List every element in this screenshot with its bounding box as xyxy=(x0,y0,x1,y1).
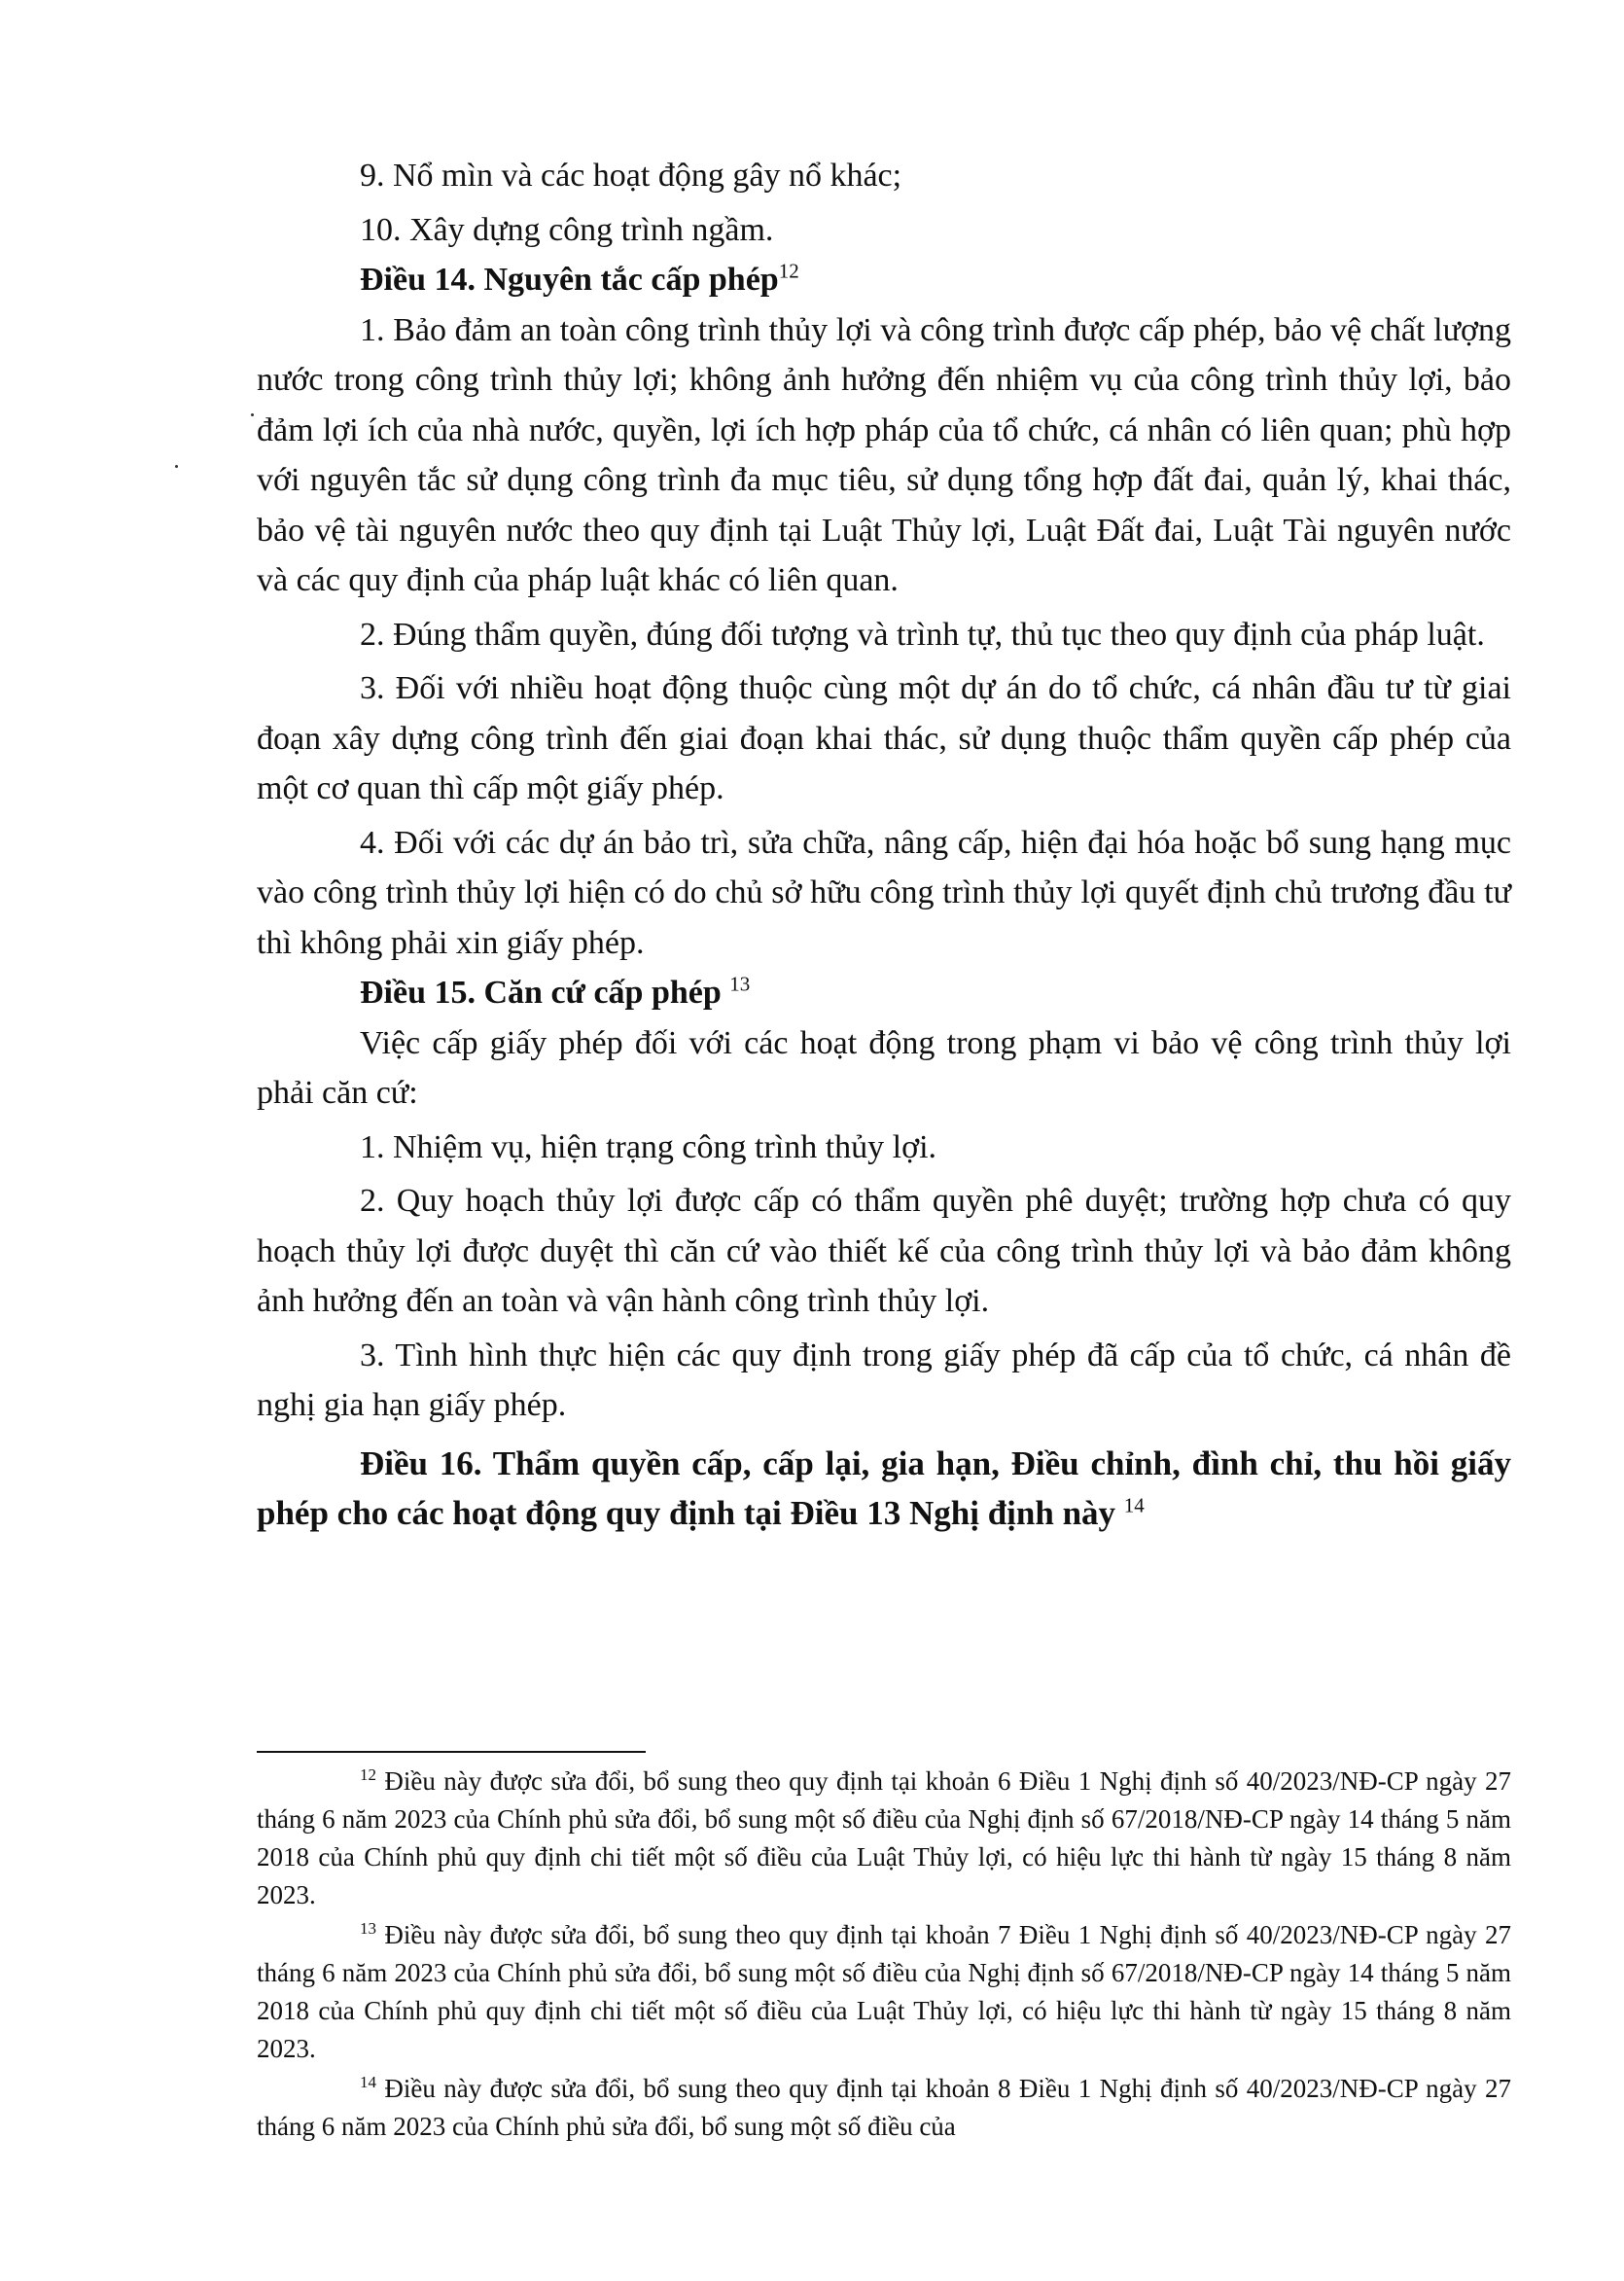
main-text xyxy=(257,151,1511,1539)
article-15-item-2: 2. Quy hoạch thủy lợi được cấp có thẩm quyền phê duyệt; trường hợp chưa có quy hoạch thủy lợi được duyệt thì căn cứ vào thiết kế của công trình thủy lợi và bảo đảm không ảnh hưởng đến an toàn và vận hành công trình thủy lợi. xyxy=(257,1183,1511,1319)
article-15-item-3: 3. Tình hình thực hiện các quy định trong giấy phép đã cấp của tổ chức, cá nhân đề nghị gia hạn giấy phép. xyxy=(257,1337,1511,1423)
article-15-heading xyxy=(257,968,1511,1018)
footnote-12-mark: 12 xyxy=(360,1765,376,1784)
footnote-14-mark: 14 xyxy=(360,2073,376,2091)
article-14-title: Điều 14. Nguyên tắc cấp phép xyxy=(360,262,779,298)
article-16-heading xyxy=(257,1439,1511,1539)
scan-speck xyxy=(251,413,254,416)
paragraph-item-10: 10. Xây dựng công trình ngầm. xyxy=(360,211,774,248)
scan-speck xyxy=(175,465,178,468)
article-14-item-2: 2. Đúng thẩm quyền, đúng đối tượng và trình tự, thủ tục theo quy định của pháp luật. xyxy=(360,616,1485,653)
article-15-title: Điều 15. Căn cứ cấp phép xyxy=(360,975,722,1011)
article-14-footnote-ref: 12 xyxy=(778,259,799,283)
footnote-divider xyxy=(257,1751,646,1753)
footnote-12 xyxy=(257,1763,1511,1914)
footnote-14 xyxy=(257,2070,1511,2146)
footnote-12-text: Điều này được sửa đổi, bổ sung theo quy định tại khoản 6 Điều 1 Nghị định số 40/2023/NĐ-CP ngày 27 tháng 6 năm 2023 của Chính phủ sửa đổi, bổ sung một số điều của Nghị định số 67/2018/NĐ-CP ngày 14 tháng 5 năm 2018 của Chính phủ quy định chi tiết một số điều của Luật Thủy lợi, có hiệu lực thi hành từ ngày 15 tháng 8 năm 2023. xyxy=(257,1766,1511,1909)
footnote-13 xyxy=(257,1916,1511,2068)
article-15-item-1: 1. Nhiệm vụ, hiện trạng công trình thủy lợi. xyxy=(360,1128,937,1165)
article-14-heading xyxy=(257,255,1511,305)
article-15-footnote-ref: 13 xyxy=(729,972,751,996)
article-14-item-1: 1. Bảo đảm an toàn công trình thủy lợi và công trình được cấp phép, bảo vệ chất lượng nước trong công trình thủy lợi; không ảnh hưởng đến nhiệm vụ của công trình thủy lợi, bảo đảm lợi ích của nhà nước, quyền, lợi ích hợp pháp của tổ chức, cá nhân có liên quan; phù hợp với nguyên tắc sử dụng công trình đa mục tiêu, sử dụng tổng hợp đất đai, quản lý, khai thác, bảo vệ tài nguyên nước theo quy định tại Luật Thủy lợi, Luật Đất đai, Luật Tài nguyên nước và các quy định của pháp luật khác có liên quan. xyxy=(257,311,1511,598)
footnote-14-text: Điều này được sửa đổi, bổ sung theo quy định tại khoản 8 Điều 1 Nghị định số 40/2023/NĐ-CP ngày 27 tháng 6 năm 2023 của Chính phủ sửa đổi, bổ sung một số điều của xyxy=(257,2074,1511,2141)
article-16-title: Điều 16. Thẩm quyền cấp, cấp lại, gia hạn, Điều chỉnh, đình chỉ, thu hồi giấy phép cho các hoạt động quy định tại Điều 13 Nghị định này xyxy=(257,1443,1511,1532)
article-16-footnote-ref: 14 xyxy=(1123,1493,1145,1517)
article-14-item-4: 4. Đối với các dự án bảo trì, sửa chữa, nâng cấp, hiện đại hóa hoặc bổ sung hạng mục vào công trình thủy lợi hiện có do chủ sở hữu công trình thủy lợi quyết định chủ trương đầu tư thì không phải xin giấy phép. xyxy=(257,824,1511,961)
footnote-13-text: Điều này được sửa đổi, bổ sung theo quy định tại khoản 7 Điều 1 Nghị định số 40/2023/NĐ-CP ngày 27 tháng 6 năm 2023 của Chính phủ sửa đổi, bổ sung một số điều của Nghị định số 67/2018/NĐ-CP ngày 14 tháng 5 năm 2018 của Chính phủ quy định chi tiết một số điều của Luật Thủy lợi, có hiệu lực thi hành từ ngày 15 tháng 8 năm 2023. xyxy=(257,1920,1511,2063)
article-14-item-3: 3. Đối với nhiều hoạt động thuộc cùng một dự án do tổ chức, cá nhân đầu tư từ giai đoạn xây dựng công trình đến giai đoạn khai thác, sử dụng thuộc thẩm quyền cấp phép của một cơ quan thì cấp một giấy phép. xyxy=(257,670,1511,806)
footnotes-section xyxy=(257,1763,1511,2148)
footnote-13-mark: 13 xyxy=(360,1919,376,1938)
article-15-intro: Việc cấp giấy phép đối với các hoạt động trong phạm vi bảo vệ công trình thủy lợi phải căn cứ: xyxy=(257,1024,1511,1111)
paragraph-item-9: 9. Nổ mìn và các hoạt động gây nổ khác; xyxy=(360,158,902,194)
